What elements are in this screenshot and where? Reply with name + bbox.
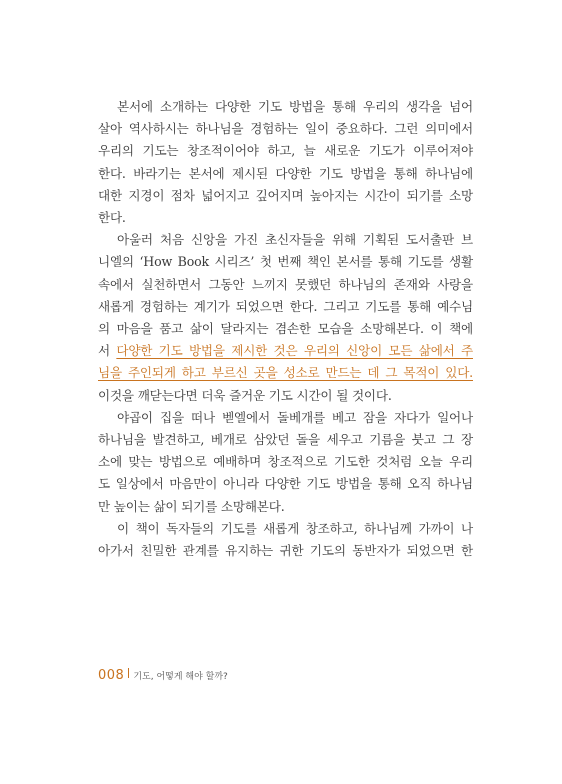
highlighted-text: 다양한 기도 방법을 제시한 것은 우리의 신앙이 모든 삶에서 주	[116, 343, 473, 359]
text-line: 대한 지경이 점차 넓어지고 깊어지며 높아지는 시간이 되기를 소망	[98, 187, 473, 203]
text-line: 속에서 실천하면서 그동안 느끼지 못했던 하나님의 존재와 사랑을	[98, 276, 473, 292]
paragraph-2	[98, 229, 473, 407]
text-line: 의 마음을 품고 삶이 달라지는 겸손한 모습을 소망해본다. 이 책에	[98, 321, 473, 337]
line-lead-text: 서	[98, 343, 117, 359]
paragraph-4	[98, 518, 473, 562]
text-line: 만 높이는 삶이 되기를 소망해본다.	[98, 498, 285, 514]
text-line: 우리의 기도는 창조적이어야 하고, 늘 새로운 기도가 이루어져야	[98, 143, 473, 159]
body-text	[98, 96, 473, 562]
running-title: 기도, 어떻게 해야 할까?	[133, 672, 228, 682]
text-line-highlighted	[98, 362, 473, 384]
text-line-with-highlight	[98, 340, 473, 362]
text-line: 이것을 깨닫는다면 더욱 즐거운 기도 시간이 될 것이다.	[98, 387, 392, 403]
text-line: 소에 맞는 방법으로 예배하며 창조적으로 기도한 것처럼 오늘 우리	[98, 454, 473, 470]
text-line: 본서에 소개하는 다양한 기도 방법을 통해 우리의 생각을 넘어	[117, 99, 473, 114]
footer-divider	[128, 668, 129, 678]
text-line: 야곱이 집을 떠나 벧엘에서 돌베개를 베고 잠을 자다가 일어나	[117, 409, 473, 425]
text-line: 살아 역사하시는 하나님을 경험하는 일이 중요하다. 그런 의미에서	[98, 121, 473, 137]
page-footer	[98, 668, 228, 683]
text-line: 아가서 친밀한 관계를 유지하는 귀한 기도의 동반자가 되었으면 한	[98, 543, 473, 559]
page-number: 008	[98, 668, 125, 683]
highlighted-text: 님을 주인되게 하고 부르신 곳을 성소로 만드는 데 그 목적이 있다.	[98, 365, 473, 381]
text-line: 니엘의 ‘How Book 시리즈’ 첫 번째 책인 본서를 통해 기도를 생활	[98, 254, 473, 270]
paragraph-1	[98, 96, 473, 229]
text-line: 이 책이 독자들의 기도를 새롭게 창조하고, 하나님께 가까이 나	[117, 520, 473, 536]
paragraph-3	[98, 407, 473, 518]
text-line: 하나님을 발견하고, 베개로 삼았던 돌을 세우고 기름을 붓고 그 장	[98, 432, 473, 448]
text-line: 새롭게 경험하는 계기가 되었으면 한다. 그리고 기도를 통해 예수님	[98, 298, 473, 314]
text-line: 아울러 처음 신앙을 가진 초신자들을 위해 기획된 도서출판 브	[117, 232, 473, 248]
text-line: 도 일상에서 마음만이 아니라 다양한 기도 방법을 통해 오직 하나님	[98, 476, 473, 492]
text-line: 한다. 바라기는 본서에 제시된 다양한 기도 방법을 통해 하나님에	[98, 165, 473, 181]
text-line: 한다.	[98, 210, 126, 226]
